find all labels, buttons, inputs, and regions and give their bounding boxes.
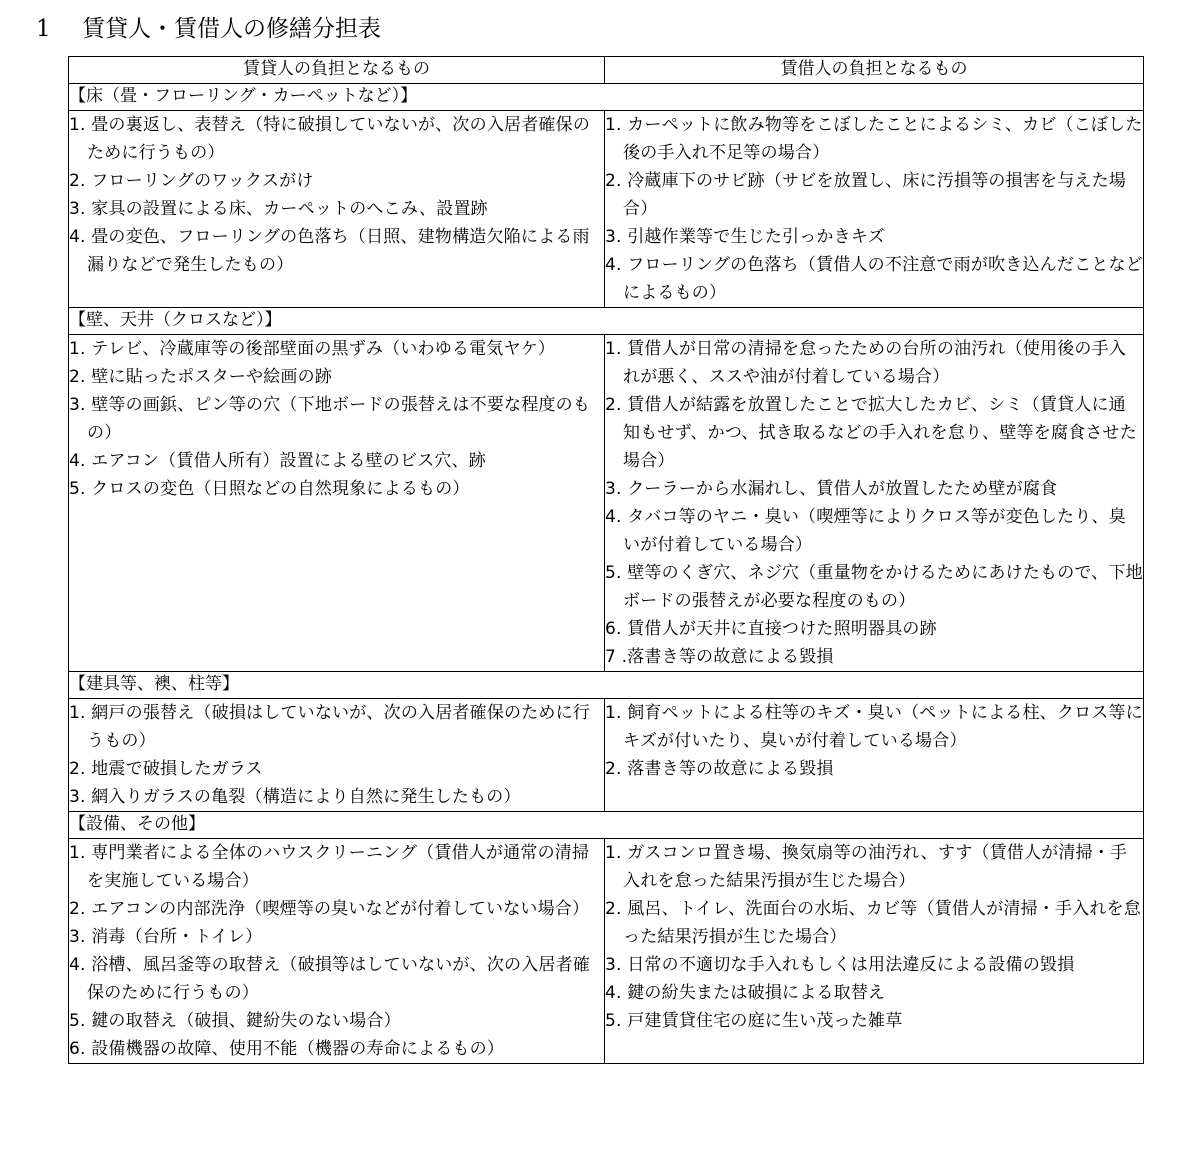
list-item: 5. 壁等のくぎ穴、ネジ穴（重量物をかけるためにあけたもので、下地ボードの張替えが必要な程度のもの） bbox=[605, 563, 1143, 611]
list-item: 2. 冷蔵庫下のサビ跡（サビを放置し、床に汚損等の損害を与えた場合） bbox=[605, 171, 1127, 219]
tenant-column-header: 賃借人の負担となるもの bbox=[605, 57, 1144, 84]
title-text: 賃貸人・賃借人の修繕分担表 bbox=[82, 16, 381, 42]
list-item: 3. 壁等の画鋲、ピン等の穴（下地ボードの張替えは不要な程度のもの） bbox=[69, 395, 591, 443]
list-item: 7 .落書き等の故意による毀損 bbox=[605, 647, 834, 667]
list-item: 2. 地震で破損したガラス bbox=[69, 759, 263, 779]
section-items-row bbox=[69, 699, 1144, 812]
list-item: 3. 日常の不適切な手入れもしくは用法違反による設備の毀損 bbox=[605, 955, 1075, 975]
section-equipment-title: 【設備、その他】 bbox=[69, 812, 1144, 839]
section-floor-title: 【床（畳・フローリング・カーペットなど）】 bbox=[69, 84, 1144, 111]
list-item: 4. フローリングの色落ち（賃借人の不注意で雨が吹き込んだことなどによるもの） bbox=[605, 255, 1143, 303]
list-item: 1. 専門業者による全体のハウスクリーニング（賃借人が通常の清掃を実施している場合） bbox=[69, 843, 590, 891]
table-header-row bbox=[69, 57, 1144, 84]
list-item: 3. 網入りガラスの亀裂（構造により自然に発生したもの） bbox=[69, 787, 521, 807]
section-items-row bbox=[69, 335, 1144, 672]
section-header-row bbox=[69, 812, 1144, 839]
list-item: 4. 畳の変色、フローリングの色落ち（日照、建物構造欠陥による雨漏りなどで発生したもの） bbox=[69, 227, 590, 275]
list-item: 4. エアコン（賃借人所有）設置による壁のビス穴、跡 bbox=[69, 451, 486, 471]
section-items-row bbox=[69, 839, 1144, 1064]
floor-landlord-cell bbox=[69, 111, 605, 308]
floor-tenant-cell bbox=[605, 111, 1144, 308]
list-item: 1. ガスコンロ置き場、換気扇等の油汚れ、すす（賃借人が清掃・手入れを怠った結果汚損が生じた場合） bbox=[605, 843, 1128, 891]
title-number: 1 bbox=[36, 16, 51, 42]
list-item: 2. エアコンの内部洗浄（喫煙等の臭いなどが付着していない場合） bbox=[69, 899, 590, 919]
fittings-tenant-list bbox=[605, 699, 1143, 783]
landlord-column-header: 賃貸人の負担となるもの bbox=[69, 57, 605, 84]
list-item: 2. フローリングのワックスがけ bbox=[69, 171, 314, 191]
equipment-landlord-cell bbox=[69, 839, 605, 1064]
section-fittings-title: 【建具等、襖、柱等】 bbox=[69, 672, 1144, 699]
list-item: 1. テレビ、冷蔵庫等の後部壁面の黒ずみ（いわゆる電気ヤケ） bbox=[69, 339, 556, 359]
section-header-row bbox=[69, 84, 1144, 111]
wall-tenant-cell bbox=[605, 335, 1144, 672]
list-item: 3. クーラーから水漏れし、賃借人が放置したため壁が腐食 bbox=[605, 479, 1058, 499]
list-item: 4. 浴槽、風呂釜等の取替え（破損等はしていないが、次の入居者確保のために行うもの） bbox=[69, 955, 591, 1003]
document-title bbox=[36, 14, 381, 44]
list-item: 4. タバコ等のヤニ・臭い（喫煙等によりクロス等が変色したり、臭いが付着している場合） bbox=[605, 507, 1126, 555]
equipment-tenant-list bbox=[605, 839, 1143, 1035]
floor-landlord-list bbox=[69, 111, 604, 279]
equipment-tenant-cell bbox=[605, 839, 1144, 1064]
list-item: 5. クロスの変色（日照などの自然現象によるもの） bbox=[69, 479, 470, 499]
list-item: 4. 鍵の紛失または破損による取替え bbox=[605, 983, 886, 1003]
repair-share-table bbox=[68, 56, 1144, 1064]
list-item: 2. 風呂、トイレ、洗面台の水垢、カビ等（賃借人が清掃・手入れを怠った結果汚損が生じた場合） bbox=[605, 899, 1142, 947]
fittings-landlord-cell bbox=[69, 699, 605, 812]
list-item: 6. 設備機器の故障、使用不能（機器の寿命によるもの） bbox=[69, 1039, 505, 1059]
equipment-landlord-list bbox=[69, 839, 604, 1063]
list-item: 1. 畳の裏返し、表替え（特に破損していないが、次の入居者確保のために行うもの） bbox=[69, 115, 591, 163]
fittings-tenant-cell bbox=[605, 699, 1144, 812]
list-item: 5. 鍵の取替え（破損、鍵紛失のない場合） bbox=[69, 1011, 401, 1031]
list-item: 1. 網戸の張替え（破損はしていないが、次の入居者確保のために行うもの） bbox=[69, 703, 591, 751]
section-header-row bbox=[69, 672, 1144, 699]
list-item: 5. 戸建賃貸住宅の庭に生い茂った雑草 bbox=[605, 1011, 903, 1031]
wall-landlord-list bbox=[69, 335, 604, 503]
list-item: 1. 賃借人が日常の清掃を怠ったための台所の油汚れ（使用後の手入れが悪く、ススや油が付着している場合） bbox=[605, 339, 1127, 387]
list-item: 2. 壁に貼ったポスターや絵画の跡 bbox=[69, 367, 333, 387]
list-item: 3. 引越作業等で生じた引っかきキズ bbox=[605, 227, 885, 247]
list-item: 2. 賃借人が結露を放置したことで拡大したカビ、シミ（賃貸人に通知もせず、かつ、拭き取るなどの手入れを怠り、壁等を腐食させた場合） bbox=[605, 395, 1137, 471]
wall-tenant-list bbox=[605, 335, 1143, 671]
list-item: 2. 落書き等の故意による毀損 bbox=[605, 759, 834, 779]
list-item: 3. 消毒（台所・トイレ） bbox=[69, 927, 263, 947]
section-wall-title: 【壁、天井（クロスなど）】 bbox=[69, 308, 1144, 335]
wall-landlord-cell bbox=[69, 335, 605, 672]
fittings-landlord-list bbox=[69, 699, 604, 811]
section-header-row bbox=[69, 308, 1144, 335]
list-item: 3. 家具の設置による床、カーペットのへこみ、設置跡 bbox=[69, 199, 488, 219]
list-item: 1. カーペットに飲み物等をこぼしたことによるシミ、カビ（こぼした後の手入れ不足等の場合） bbox=[605, 115, 1143, 163]
section-items-row bbox=[69, 111, 1144, 308]
list-item: 1. 飼育ペットによる柱等のキズ・臭い（ペットによる柱、クロス等にキズが付いたり、臭いが付着している場合） bbox=[605, 703, 1143, 751]
list-item: 6. 賃借人が天井に直接つけた照明器具の跡 bbox=[605, 619, 937, 639]
floor-tenant-list bbox=[605, 111, 1143, 307]
